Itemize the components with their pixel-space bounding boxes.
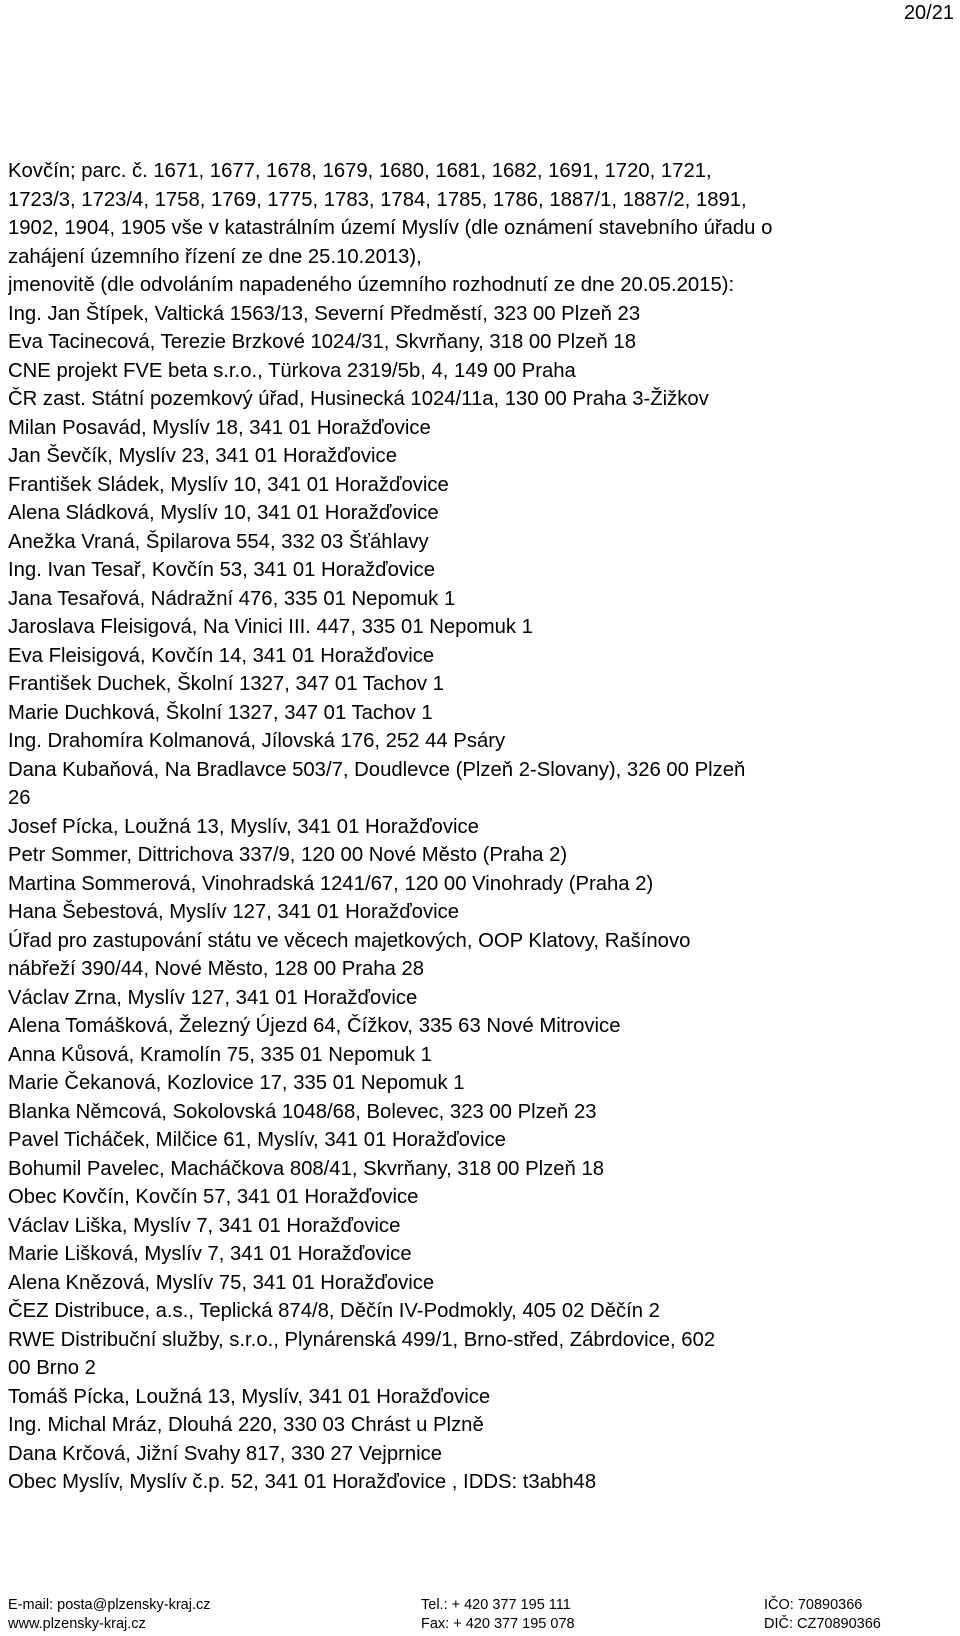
text-line: Tomáš Pícka, Loužná 13, Myslív, 341 01 Horažďovice [8,1385,491,1408]
text-line: Dana Kubaňová, Na Bradlavce 503/7, Doudlevce (Plzeň 2-Slovany), 326 00 Plzeň [8,758,746,781]
footer-contact-web [8,1596,210,1634]
text-line: Alena Knězová, Myslív 75, 341 01 Horažďovice [8,1271,435,1294]
text-line: Pavel Ticháček, Milčice 61, Myslív, 341 01 Horažďovice [8,1129,506,1151]
footer-email: E-mail: posta@plzensky-kraj.cz [8,1597,211,1613]
text-line: CNE projekt FVE beta s.r.o., Türkova 2319/5b, 4, 149 00 Praha [8,359,576,382]
text-line: 1902, 1904, 1905 vše v katastrálním území Myslív (dle oznámení stavebního úřadu o [8,217,773,239]
text-line: RWE Distribuční služby, s.r.o., Plynárenská 499/1, Brno-střed, Zábrdovice, 602 [8,1328,716,1351]
text-line: Marie Lišková, Myslív 7, 341 01 Horažďovice [8,1243,412,1265]
footer-ids [764,1596,881,1634]
text-line: Ing. Ivan Tesař, Kovčín 53, 341 01 Horažďovice [8,559,435,581]
document-body [8,157,954,1497]
text-line: Anna Kůsová, Kramolín 75, 335 01 Nepomuk 1 [8,1043,432,1066]
text-line: František Sládek, Myslív 10, 341 01 Horažďovice [8,473,449,496]
footer-dic: DIČ: CZ70890366 [764,1616,881,1632]
footer-contact-phone [421,1596,575,1634]
text-line: jmenovitě (dle odvoláním napadeného územního rozhodnutí ze dne 20.05.2015): [8,274,735,296]
page-number: 20/21 [903,2,954,24]
text-line: Kovčín; parc. č. 1671, 1677, 1678, 1679, 1680, 1681, 1682, 1691, 1720, 1721, [8,160,712,182]
page-footer [8,1596,954,1636]
text-line: 00 Brno 2 [8,1357,96,1379]
text-line: Jan Ševčík, Myslív 23, 341 01 Horažďovice [8,445,397,467]
text-line: Alena Sládková, Myslív 10, 341 01 Horažďovice [8,502,439,524]
text-line: Petr Sommer, Dittrichova 337/9, 120 00 Nové Město (Praha 2) [8,844,568,866]
text-line: Eva Fleisigová, Kovčín 14, 341 01 Horažďovice [8,644,435,667]
text-line: Ing. Michal Mráz, Dlouhá 220, 330 03 Chrást u Plzně [8,1414,484,1436]
text-line: Obec Kovčín, Kovčín 57, 341 01 Horažďovice [8,1186,419,1208]
text-line: 1723/3, 1723/4, 1758, 1769, 1775, 1783, 1784, 1785, 1786, 1887/1, 1887/2, 1891, [8,188,747,211]
text-line: nábřeží 390/44, Nové Město, 128 00 Praha 28 [8,958,425,980]
text-line: 26 [8,787,31,809]
text-line: Bohumil Pavelec, Macháčkova 808/41, Skvrňany, 318 00 Plzeň 18 [8,1157,605,1180]
text-line: Václav Liška, Myslív 7, 341 01 Horažďovice [8,1214,401,1237]
text-line: Eva Tacinecová, Terezie Brzkové 1024/31, Skvrňany, 318 00 Plzeň 18 [8,331,636,353]
text-line: Anežka Vraná, Špilarova 554, 332 03 Šťáhlavy [8,530,429,553]
text-line: Ing. Drahomíra Kolmanová, Jílovská 176, 252 44 Psáry [8,730,506,752]
text-line: Milan Posavád, Myslív 18, 341 01 Horažďovice [8,416,431,439]
text-line: Martina Sommerová, Vinohradská 1241/67, 120 00 Vinohrady (Praha 2) [8,872,654,895]
text-line: Jaroslava Fleisigová, Na Vinici III. 447, 335 01 Nepomuk 1 [8,616,533,638]
footer-website: www.plzensky-kraj.cz [8,1616,146,1632]
text-line: Václav Zrna, Myslív 127, 341 01 Horažďovice [8,986,418,1009]
text-line: ČEZ Distribuce, a.s., Teplická 874/8, Děčín IV-Podmokly, 405 02 Děčín 2 [8,1300,660,1322]
text-line: Blanka Němcová, Sokolovská 1048/68, Bolevec, 323 00 Plzeň 23 [8,1100,597,1123]
footer-fax: Fax: + 420 377 195 078 [421,1616,575,1632]
text-line: ČR zast. Státní pozemkový úřad, Husinecká 1024/11a, 130 00 Praha 3-Žižkov [8,388,709,410]
text-line: Jana Tesařová, Nádražní 476, 335 01 Nepomuk 1 [8,587,456,610]
footer-ico: IČO: 70890366 [764,1597,863,1613]
text-line: Úřad pro zastupování státu ve věcech majetkových, OOP Klatovy, Rašínovo [8,929,691,952]
text-line: František Duchek, Školní 1327, 347 01 Tachov 1 [8,673,444,695]
text-line: Marie Duchková, Školní 1327, 347 01 Tachov 1 [8,701,433,724]
text-line: zahájení územního řízení ze dne 25.10.2013), [8,245,422,268]
text-line: Obec Myslív, Myslív č.p. 52, 341 01 Horažďovice , IDDS: t3abh48 [8,1471,597,1493]
text-line: Josef Pícka, Loužná 13, Myslív, 341 01 Horažďovice [8,815,479,838]
text-line: Marie Čekanová, Kozlovice 17, 335 01 Nepomuk 1 [8,1072,465,1094]
text-line: Alena Tomášková, Železný Újezd 64, Čížkov, 335 63 Nové Mitrovice [8,1015,621,1037]
text-line: Hana Šebestová, Myslív 127, 341 01 Horažďovice [8,901,460,923]
text-line: Dana Krčová, Jižní Svahy 817, 330 27 Vejprnice [8,1442,443,1465]
footer-phone: Tel.: + 420 377 195 111 [421,1597,571,1613]
text-line: Ing. Jan Štípek, Valtická 1563/13, Severní Předměstí, 323 00 Plzeň 23 [8,302,641,325]
